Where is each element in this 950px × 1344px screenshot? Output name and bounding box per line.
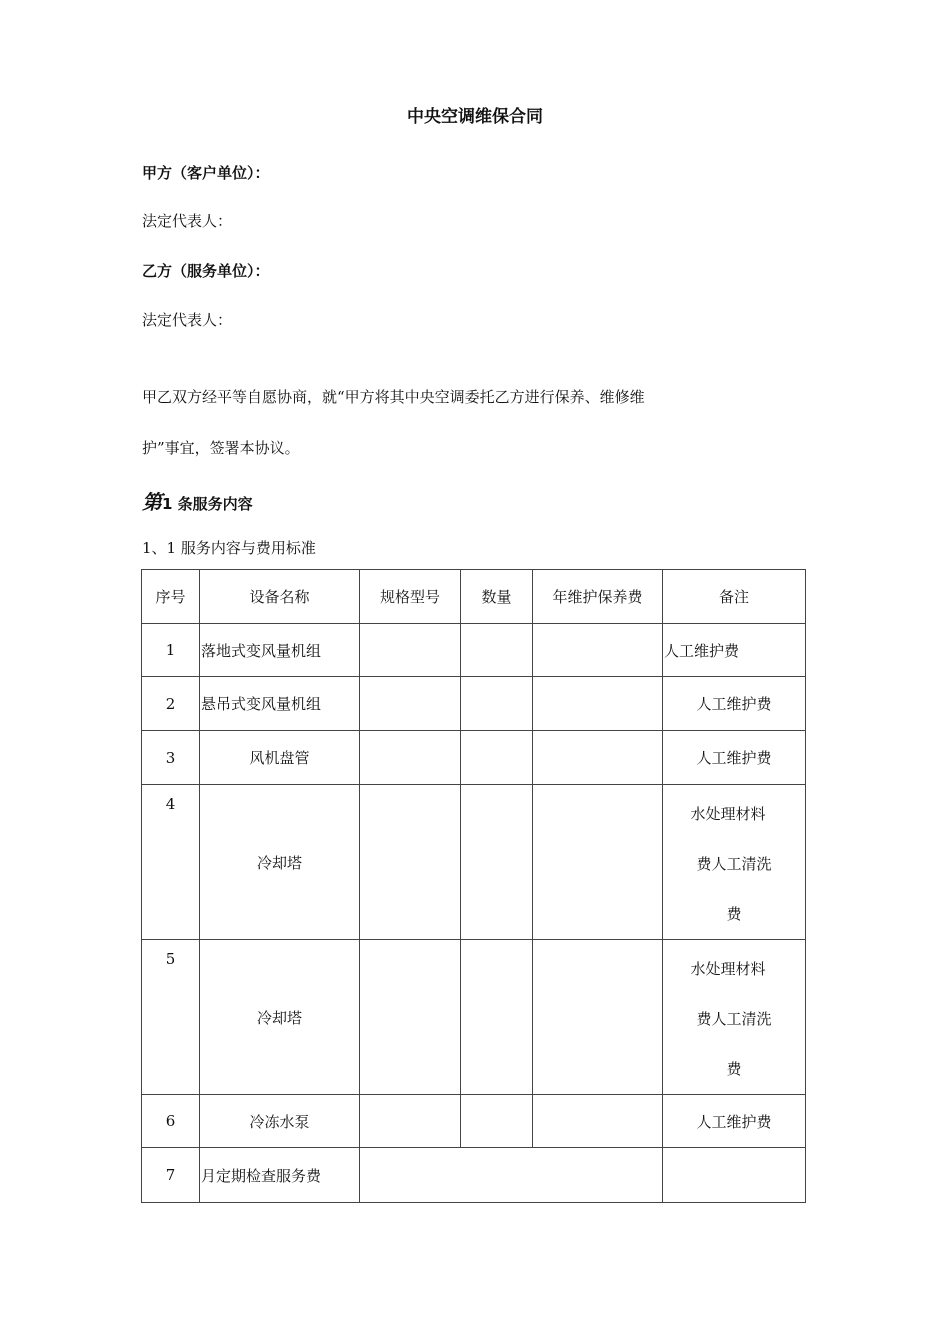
cell-fee — [533, 1095, 663, 1148]
cell-name: 月定期检查服务费 — [200, 1148, 360, 1203]
intro-paragraph-line-2: 护”事宜，签署本协议。 — [142, 439, 300, 457]
cell-name: 冷却塔 — [200, 940, 360, 1095]
cell-note-line: 费人工清洗 — [696, 1010, 772, 1028]
service-table — [141, 569, 806, 1203]
cell-note-line: 水处理材料 — [690, 805, 766, 823]
cell-name: 冷冻水泵 — [200, 1095, 360, 1148]
section-heading — [142, 486, 253, 515]
cell-note-line: 费 — [726, 905, 742, 923]
cell-fee — [533, 624, 663, 677]
cell-fee — [533, 785, 663, 940]
section-heading-text: 1 条服务内容 — [162, 495, 253, 513]
cell-no: 1 — [142, 624, 200, 677]
cell-merged — [360, 1148, 663, 1203]
cell-note-line: 费人工清洗 — [696, 855, 772, 873]
table-row — [142, 677, 806, 731]
table-row — [142, 624, 806, 677]
cell-no: 5 — [142, 940, 200, 1095]
cell-spec — [360, 940, 461, 1095]
cell-note: 人工维护费 — [663, 624, 806, 677]
header-cell-fee: 年维护保养费 — [533, 570, 663, 624]
cell-qty — [461, 677, 533, 731]
cell-name: 风机盘管 — [200, 731, 360, 785]
table-row — [142, 731, 806, 785]
cell-name: 冷却塔 — [200, 785, 360, 940]
cell-spec — [360, 785, 461, 940]
party-a-label: 甲方（客户单位）： — [142, 164, 270, 182]
cell-qty — [461, 1095, 533, 1148]
table-row — [142, 1095, 806, 1148]
cell-note — [663, 940, 806, 1095]
table-row — [142, 785, 806, 940]
cell-spec — [360, 624, 461, 677]
cell-note: 人工维护费 — [663, 731, 806, 785]
header-cell-note: 备注 — [663, 570, 806, 624]
party-a-representative: 法定代表人： — [142, 212, 233, 230]
section-heading-prefix: 第 — [142, 490, 162, 514]
cell-spec — [360, 1095, 461, 1148]
cell-qty — [461, 624, 533, 677]
cell-qty — [461, 731, 533, 785]
cell-no: 6 — [142, 1095, 200, 1148]
document-title: 中央空调维保合同 — [407, 107, 543, 127]
table-header-row — [142, 570, 806, 624]
cell-fee — [533, 940, 663, 1095]
subsection-title: 1、1 服务内容与费用标准 — [142, 539, 316, 557]
cell-note-line: 费 — [726, 1060, 742, 1078]
cell-note: 人工维护费 — [663, 677, 806, 731]
cell-no: 7 — [142, 1148, 200, 1203]
table-row — [142, 940, 806, 1095]
header-cell-qty: 数量 — [461, 570, 533, 624]
intro-paragraph-line-1: 甲乙双方经平等自愿协商，就“甲方将其中央空调委托乙方进行保养、维修维 — [142, 388, 645, 406]
cell-name: 悬吊式变风量机组 — [200, 677, 360, 731]
cell-fee — [533, 677, 663, 731]
cell-no: 3 — [142, 731, 200, 785]
cell-note: 人工维护费 — [663, 1095, 806, 1148]
party-b-label: 乙方（服务单位）： — [142, 262, 270, 280]
cell-note — [663, 785, 806, 940]
header-cell-no: 序号 — [142, 570, 200, 624]
cell-spec — [360, 677, 461, 731]
header-cell-name: 设备名称 — [200, 570, 360, 624]
cell-note-line: 水处理材料 — [690, 960, 766, 978]
cell-spec — [360, 731, 461, 785]
cell-fee — [533, 731, 663, 785]
table-row — [142, 1148, 806, 1203]
party-b-representative: 法定代表人： — [142, 311, 233, 329]
cell-no: 4 — [142, 785, 200, 940]
cell-note — [663, 1148, 806, 1203]
header-cell-spec: 规格型号 — [360, 570, 461, 624]
cell-no: 2 — [142, 677, 200, 731]
cell-name: 落地式变风量机组 — [200, 624, 360, 677]
cell-qty — [461, 785, 533, 940]
cell-qty — [461, 940, 533, 1095]
